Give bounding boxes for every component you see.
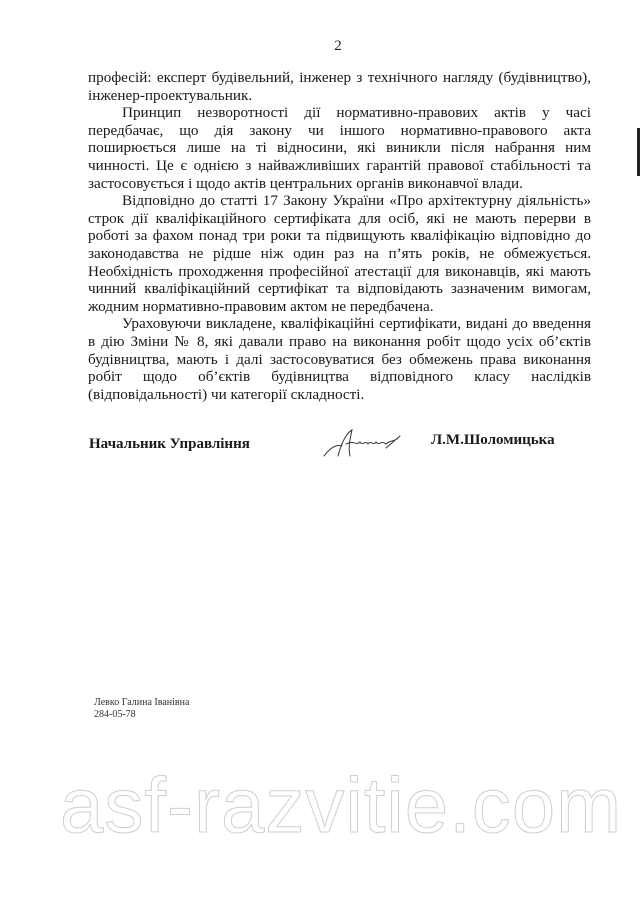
paragraph-conclusion: Ураховуючи викладене, кваліфікаційні сертифікати, видані до введення в дію Зміни № 8, які давали право на виконання робіт щодо усіх об’єктів будівництва, мають і далі застосовуватися без обмежень права виконання робіт щодо об’єктів будівництва відповідного класу наслідків (відповідальності) чи категорії складності. bbox=[88, 315, 591, 403]
paragraph-non-retroactivity: Принцип незворотності дії нормативно-правових актів у часі передбачає, що дія закону чи іншого нормативно-правового акта поширюється лише на ті відносини, які виникли після набрання ним чинності. Це є однією з найважливіших гарантій правової стабільності та застосовується і щодо актів центральних органів виконавчої влади. bbox=[88, 104, 591, 192]
paragraph-continuation: професій: експерт будівельний, інженер з технічного нагляду (будівництво), інженер-проектувальник. bbox=[88, 69, 591, 104]
executor-info bbox=[94, 697, 189, 721]
executor-phone: 284-05-78 bbox=[94, 709, 136, 720]
page-number: 2 bbox=[334, 38, 342, 54]
watermark: asf-razvitie.com bbox=[60, 761, 623, 849]
signature-block bbox=[88, 432, 598, 462]
signatory-name: Л.М.Шоломицька bbox=[431, 432, 555, 448]
handwritten-signature-icon bbox=[320, 426, 410, 462]
paragraph-article-17: Відповідно до статті 17 Закону України «Про архітектурну діяльність» строк дії кваліфікаційного сертифіката для осіб, які не мають перерви в роботі за фахом понад три роки та підвищують кваліфікацію відповідно до законодавства не рідше ніж один раз на п’ять років, не обмежується. Необхідність проходження професійної атестації для виконавців, які мають чинний кваліфікаційний сертифікат та відповідають зазначеним вимогам, жодним нормативно-правовим актом не передбачена. bbox=[88, 192, 591, 315]
document-body bbox=[88, 69, 591, 403]
signatory-position: Начальник Управління bbox=[89, 436, 250, 452]
executor-name: Левко Галина Іванівна bbox=[94, 697, 190, 708]
